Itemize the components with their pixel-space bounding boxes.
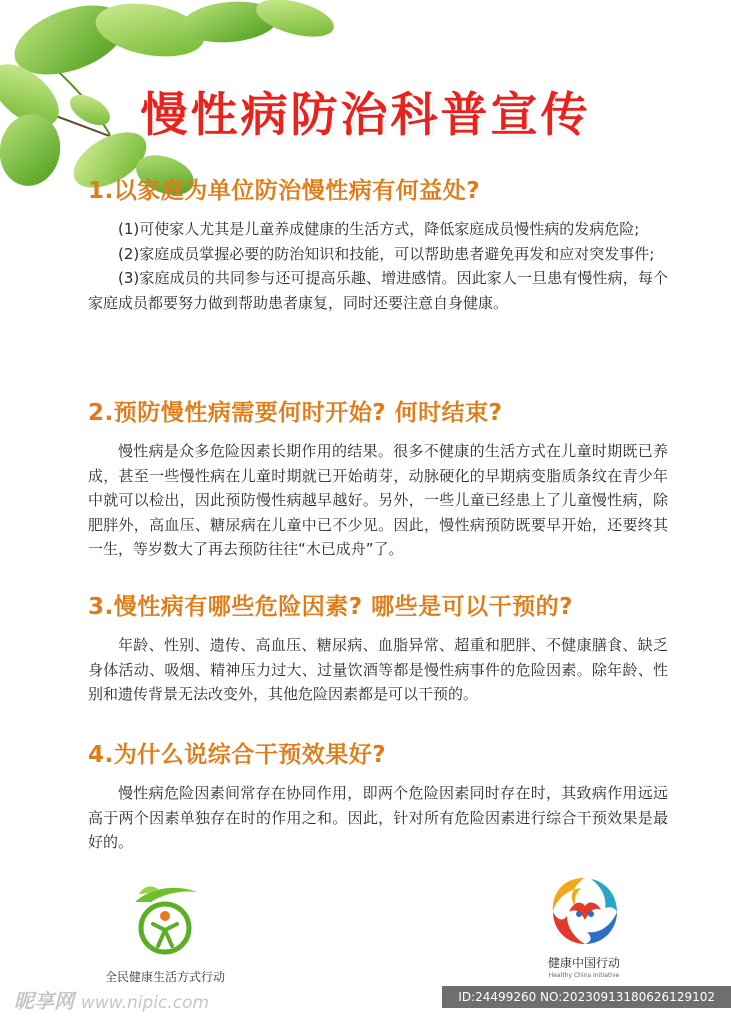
healthy-china-logo-caption: 健康中国行动: [547, 956, 620, 970]
page-title: 慢性病防治科普宣传: [140, 88, 591, 143]
section-heading: 4.为什么说综合干预效果好?: [88, 742, 387, 768]
healthy-china-logo-icon: [545, 872, 623, 950]
section-paragraph: (1)可使家人尤其是儿童养成健康的生活方式，降低家庭成员慢性病的发病危险;: [118, 220, 640, 238]
section-heading: 1.以家庭为单位防治慢性病有何益处?: [88, 178, 481, 204]
watermark-id-badge: ID:24499260 NO:20230913180626129102: [442, 986, 731, 1008]
section-comprehensive-intervention: [88, 736, 668, 855]
watermark-site-name: 昵享网: [14, 989, 74, 1013]
section-prevention-timing: [88, 394, 668, 562]
watermark-url: www.nipic.com: [80, 993, 210, 1013]
section-paragraph: 慢性病是众多危险因素长期作用的结果。很多不健康的生活方式在儿童时期既已养成，甚至一些慢性病在儿童时期就已开始萌芽，动脉硬化的早期病变脂质条纹在青少年中就可以检出，因此预防慢性病越早越好。另外，一些儿童已经患上了儿童慢性病，除肥胖外，高血压、糖尿病在儿童中已不少见。因此，慢性病预防既要早开始，还要终其一生，等岁数大了再去预防往往“木已成舟”了。: [88, 442, 668, 558]
healthy-china-logo: [524, 872, 644, 979]
section-risk-factors: [88, 588, 668, 707]
healthy-china-logo-subcaption: Healthy China Initiative: [548, 972, 620, 979]
section-paragraph: (3)家庭成员的共同参与还可提高乐趣、增进感情。因此家人一旦患有慢性病，每个家庭成员都要努力做到帮助患者康复，同时还要注意自身健康。: [88, 269, 668, 312]
watermark-site: [14, 985, 209, 1014]
section-paragraph: 慢性病危险因素间常存在协同作用，即两个危险因素同时存在时，其致病作用远远高于两个因素单独存在时的作用之和。因此，针对所有危险因素进行综合干预效果是最好的。: [88, 784, 668, 851]
section-family-benefits: [88, 172, 668, 315]
section-paragraph: (2)家庭成员掌握必要的防治知识和技能，可以帮助患者避免再发和应对突发事件;: [118, 244, 655, 263]
healthy-lifestyle-logo: [95, 880, 235, 985]
healthy-lifestyle-logo-caption: 全民健康生活方式行动: [104, 970, 225, 984]
healthy-lifestyle-logo-icon: [125, 880, 205, 960]
section-heading: 3.慢性病有哪些危险因素? 哪些是可以干预的?: [88, 594, 573, 620]
section-paragraph: 年龄、性别、遗传、高血压、糖尿病、血脂异常、超重和肥胖、不健康膳食、缺乏身体活动、吸烟、精神压力过大、过量饮酒等都是慢性病事件的危险因素。除年龄、性别和遗传背景无法改变外，其他危险因素都是可以干预的。: [88, 636, 668, 703]
section-heading: 2.预防慢性病需要何时开始? 何时结束?: [88, 400, 503, 426]
